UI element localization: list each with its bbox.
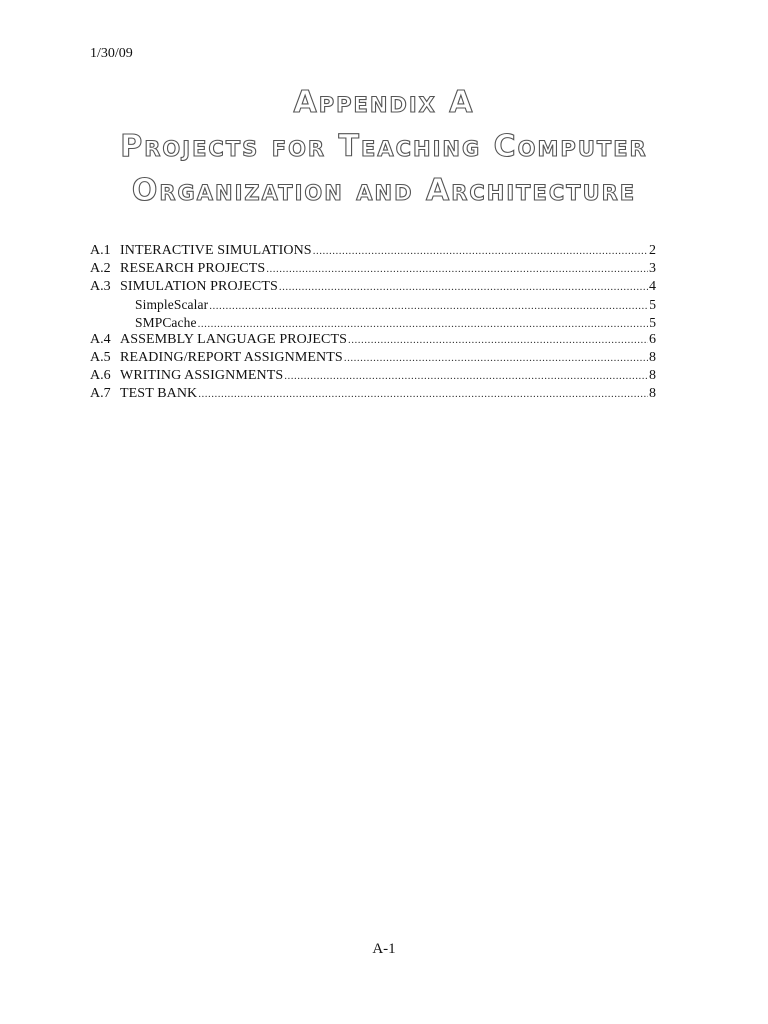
title-line-appendix: Appendix A: [293, 85, 475, 120]
toc-entry-label: READING/REPORT ASSIGNMENTS: [120, 350, 343, 366]
toc-entry-page: 2: [649, 243, 656, 258]
toc-entry-page: 6: [649, 332, 656, 348]
toc-dot-leader: [284, 368, 648, 386]
toc-entry-label: SimpleScalar: [135, 296, 209, 312]
toc-entry-reading-report-assignments[interactable]: [90, 349, 656, 367]
toc-entry-number: A.1: [90, 243, 111, 258]
toc-entry-writing-assignments[interactable]: [90, 367, 656, 385]
toc-dot-leader: [313, 243, 648, 261]
toc-entry-page: 3: [649, 260, 656, 276]
title-line-organization: Organization and Architecture: [131, 173, 637, 208]
toc-entry-label: RESEARCH PROJECTS: [120, 260, 266, 276]
toc-entry-number: A.4: [90, 332, 111, 348]
toc-dot-leader: [266, 261, 648, 279]
toc-subentry-simplescalar[interactable]: [90, 296, 656, 314]
toc-entry-number: A.5: [90, 350, 111, 366]
toc-entry-page: 5: [649, 314, 656, 330]
toc-entry-page: 5: [649, 296, 656, 312]
toc-entry-test-bank[interactable]: [90, 385, 656, 403]
toc-entry-label: TEST BANK: [120, 386, 198, 402]
appendix-title: [0, 85, 768, 220]
toc-entry-label: SMPCache: [135, 314, 197, 330]
toc-entry-interactive-simulations[interactable]: [90, 242, 656, 260]
toc-entry-page: 8: [649, 386, 656, 402]
toc-dot-leader: [279, 279, 648, 297]
toc-entry-number: A.3: [90, 278, 111, 294]
toc-subentry-smpcache[interactable]: [90, 314, 656, 332]
toc-entry-label: INTERACTIVE SIMULATIONS: [120, 243, 312, 258]
document-date: 1/30/09: [90, 46, 133, 61]
toc-entry-label: ASSEMBLY LANGUAGE PROJECTS: [120, 332, 348, 348]
toc-entry-number: A.2: [90, 260, 111, 276]
title-line-projects: Projects for Teaching Computer: [120, 129, 648, 164]
toc-entry-page: 8: [649, 368, 656, 384]
toc-dot-leader: [198, 386, 648, 404]
toc-entry-assembly-language-projects[interactable]: [90, 331, 656, 349]
toc-entry-simulation-projects[interactable]: [90, 278, 656, 296]
toc-entry-label: SIMULATION PROJECTS: [120, 278, 278, 294]
toc-entry-page: 4: [649, 278, 656, 294]
toc-dot-leader: [209, 298, 648, 316]
toc-entry-page: 8: [649, 350, 656, 366]
page-number: A-1: [372, 941, 396, 957]
toc-entry-research-projects[interactable]: [90, 260, 656, 278]
toc-entry-label: WRITING ASSIGNMENTS: [120, 368, 284, 384]
toc-entry-number: A.7: [90, 386, 111, 402]
toc-dot-leader: [344, 350, 648, 368]
toc-entry-number: A.6: [90, 368, 111, 384]
table-of-contents: [90, 242, 656, 403]
toc-dot-leader: [348, 332, 648, 350]
